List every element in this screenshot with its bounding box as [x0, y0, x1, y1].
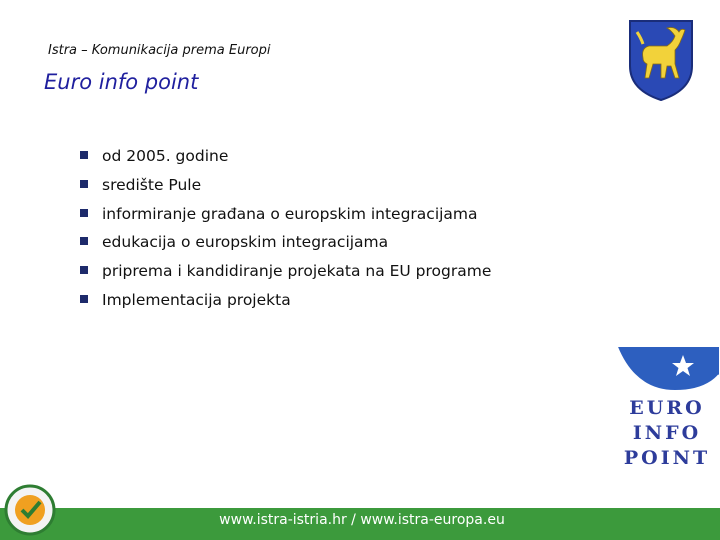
logo-text-info: INFO — [632, 422, 702, 444]
logo-text-point: POINT — [623, 447, 711, 469]
bullet-list — [80, 145, 491, 318]
bullet-marker — [80, 151, 88, 159]
bullet-marker — [80, 180, 88, 188]
bullet-marker — [80, 209, 88, 217]
bullet-marker — [80, 266, 88, 274]
list-item-text: središte Pule — [102, 175, 202, 194]
list-item-text: edukacija o europskim integracijama — [102, 233, 389, 252]
bullet-marker — [80, 295, 88, 303]
logo-globe-graphic — [615, 345, 719, 395]
list-item — [80, 231, 491, 260]
list-item-text: informiranje građana o europskim integracijama — [102, 204, 478, 223]
footer-url-text[interactable]: www.istra-istria.hr / www.istra-europa.eu — [219, 512, 505, 528]
euro-info-point-logo — [615, 345, 719, 470]
list-item — [80, 203, 491, 232]
list-item-text: priprema i kandidiranje projekata na EU programe — [102, 262, 492, 281]
certification-seal-icon — [4, 484, 56, 536]
presentation-subtitle: Istra – Komunikacija prema Europi — [48, 43, 271, 58]
list-item — [80, 145, 491, 174]
list-item — [80, 174, 491, 203]
goat-coat-of-arms-icon — [627, 18, 695, 102]
list-item-text: od 2005. godine — [102, 147, 229, 165]
logo-text-euro: EURO — [629, 397, 705, 419]
list-item — [80, 289, 491, 318]
footer-url[interactable] — [0, 512, 720, 528]
bullet-marker — [80, 237, 88, 245]
list-item — [80, 260, 491, 289]
list-item-text: Implementacija projekta — [102, 290, 291, 309]
slide-title: Euro info point — [44, 70, 199, 94]
